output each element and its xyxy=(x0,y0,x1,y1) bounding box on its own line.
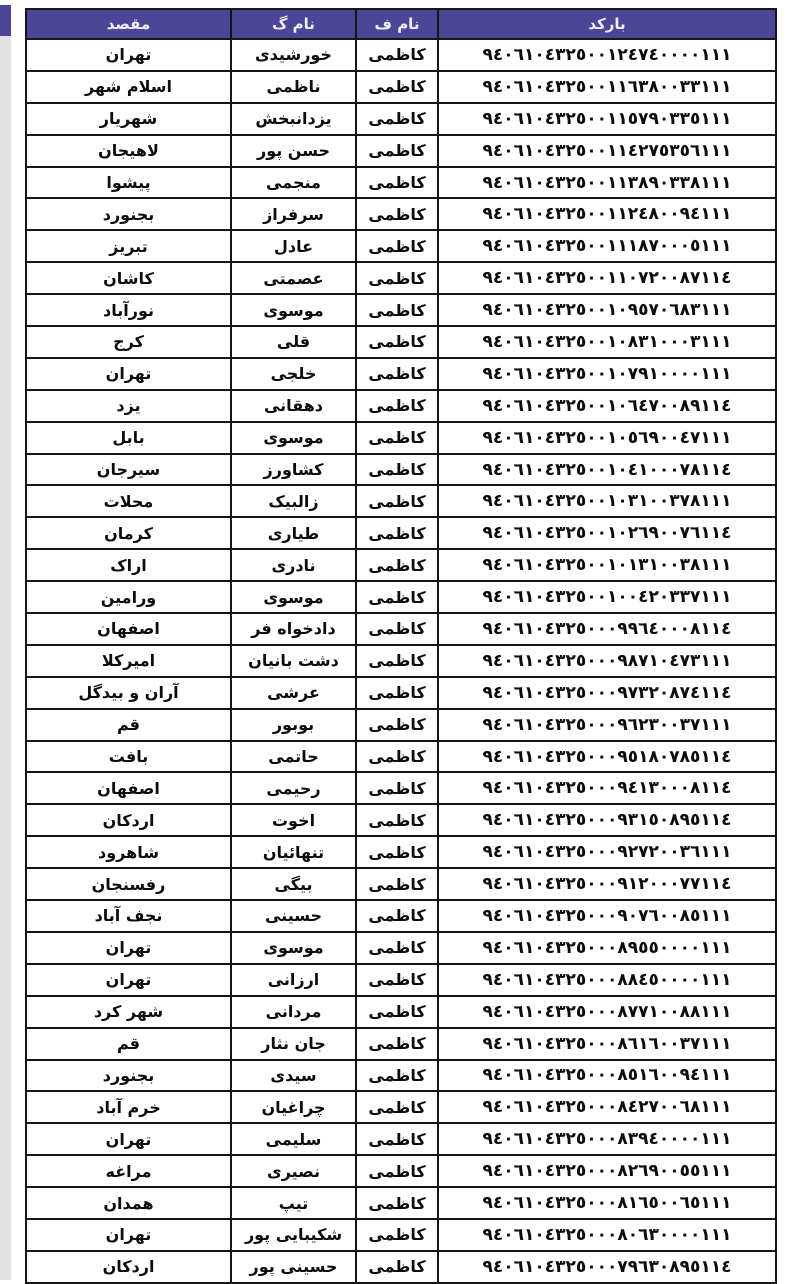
cell-name-g: سیدی xyxy=(231,1060,356,1092)
cell-barcode: ٩٤٠٦١٠٤٣٢٥٠٠١٠١٣١٠٠٣٨١١١ xyxy=(438,549,776,581)
cell-name-g: طیاری xyxy=(231,517,356,549)
cell-name-g: بیگی xyxy=(231,868,356,900)
cell-destination: تهران xyxy=(26,358,231,390)
cell-name-f: کاظمی xyxy=(356,1028,438,1060)
cell-name-g: منجمی xyxy=(231,167,356,199)
cell-destination: یزد xyxy=(26,390,231,422)
cell-name-g: جان نثار xyxy=(231,1028,356,1060)
cell-name-f: کاظمی xyxy=(356,1091,438,1123)
cell-name-g: خلجی xyxy=(231,358,356,390)
cell-name-g: عادل xyxy=(231,230,356,262)
cell-barcode: ٩٤٠٦١٠٤٣٢٥٠٠١١٠٧٢٠٠٨٧١١٤ xyxy=(438,262,776,294)
cell-barcode: ٩٤٠٦١٠٤٣٢٥٠٠١١٣٨٩٠٣٣٨١١١ xyxy=(438,167,776,199)
cell-destination: اصفهان xyxy=(26,613,231,645)
cell-name-g: خورشیدی xyxy=(231,39,356,71)
cell-barcode: ٩٤٠٦١٠٤٣٢٥٠٠٠٩٧٣٢٠٨٧٤١١٤ xyxy=(438,677,776,709)
cell-name-g: رحیمی xyxy=(231,772,356,804)
cell-name-g: نصیری xyxy=(231,1155,356,1187)
shipment-table-container xyxy=(25,8,777,1284)
cell-name-g: موسوی xyxy=(231,422,356,454)
cell-name-f: کاظمی xyxy=(356,294,438,326)
cell-name-g: سرفراز xyxy=(231,198,356,230)
cell-destination: نجف آباد xyxy=(26,900,231,932)
cell-name-g: شکیبایی پور xyxy=(231,1219,356,1251)
table-row xyxy=(26,71,776,103)
cell-barcode: ٩٤٠٦١٠٤٣٢٥٠٠٠٨٩٥٥٠٠٠٠١١١ xyxy=(438,932,776,964)
table-row xyxy=(26,1028,776,1060)
cell-name-g: موسوی xyxy=(231,932,356,964)
cell-barcode: ٩٤٠٦١٠٤٣٢٥٠٠١١٢٤٨٠٠٩٤١١١ xyxy=(438,198,776,230)
table-row xyxy=(26,741,776,773)
cell-name-f: کاظمی xyxy=(356,358,438,390)
cell-destination: بابل xyxy=(26,422,231,454)
table-row xyxy=(26,932,776,964)
cell-destination: لاهیجان xyxy=(26,135,231,167)
table-row xyxy=(26,230,776,262)
cell-destination: مراغه xyxy=(26,1155,231,1187)
cell-destination: اراک xyxy=(26,549,231,581)
cell-destination: شهر کرد xyxy=(26,996,231,1028)
cell-destination: بجنورد xyxy=(26,1060,231,1092)
cell-barcode: ٩٤٠٦١٠٤٣٢٥٠٠٠٩٠٧٦٠٠٨٥١١١ xyxy=(438,900,776,932)
cell-barcode: ٩٤٠٦١٠٤٣٢٥٠٠١٠٦٤٧٠٠٨٩١١٤ xyxy=(438,390,776,422)
table-row xyxy=(26,390,776,422)
cell-name-f: کاظمی xyxy=(356,836,438,868)
cell-name-f: کاظمی xyxy=(356,1251,438,1283)
cell-destination: تهران xyxy=(26,964,231,996)
cell-name-f: کاظمی xyxy=(356,135,438,167)
cell-barcode: ٩٤٠٦١٠٤٣٢٥٠٠١١١٨٧٠٠٠٥١١١ xyxy=(438,230,776,262)
cell-name-g: حسینی پور xyxy=(231,1251,356,1283)
cell-name-f: کاظمی xyxy=(356,613,438,645)
cell-name-g: یزدانبخش xyxy=(231,103,356,135)
cell-destination: کرج xyxy=(26,326,231,358)
table-row xyxy=(26,1155,776,1187)
table-row xyxy=(26,836,776,868)
cell-barcode: ٩٤٠٦١٠٤٣٢٥٠٠١٠٨٣١٠٠٠٣١١١ xyxy=(438,326,776,358)
cell-name-f: کاظمی xyxy=(356,1060,438,1092)
cell-name-f: کاظمی xyxy=(356,709,438,741)
cell-destination: نورآباد xyxy=(26,294,231,326)
cell-destination: اسلام شهر xyxy=(26,71,231,103)
table-row xyxy=(26,900,776,932)
cell-barcode: ٩٤٠٦١٠٤٣٢٥٠٠٠٧٩٦٣٠٨٩٥١١٤ xyxy=(438,1251,776,1283)
table-row xyxy=(26,326,776,358)
shipment-table xyxy=(25,8,777,1284)
cell-destination: شاهرود xyxy=(26,836,231,868)
cell-name-f: کاظمی xyxy=(356,741,438,773)
table-row xyxy=(26,1091,776,1123)
cell-barcode: ٩٤٠٦١٠٤٣٢٥٠٠١٠٢٦٩٠٠٧٦١١٤ xyxy=(438,517,776,549)
table-row xyxy=(26,1060,776,1092)
cell-name-g: حاتمی xyxy=(231,741,356,773)
cell-name-f: کاظمی xyxy=(356,677,438,709)
cell-barcode: ٩٤٠٦١٠٤٣٢٥٠٠١٠٠٤٢٠٣٣٧١١١ xyxy=(438,581,776,613)
cell-barcode: ٩٤٠٦١٠٤٣٢٥٠٠٠٩٣١٥٠٨٩٥١١٤ xyxy=(438,804,776,836)
cell-destination: بافت xyxy=(26,741,231,773)
header-row xyxy=(26,9,776,39)
cell-barcode: ٩٤٠٦١٠٤٣٢٥٠٠١١٥٧٩٠٣٣٥١١١ xyxy=(438,103,776,135)
cell-name-f: کاظمی xyxy=(356,230,438,262)
cell-name-g: مردانی xyxy=(231,996,356,1028)
cell-barcode: ٩٤٠٦١٠٤٣٢٥٠٠٠٨٢٦٩٠٠٥٥١١١ xyxy=(438,1155,776,1187)
cell-destination: تهران xyxy=(26,932,231,964)
cell-name-f: کاظمی xyxy=(356,198,438,230)
cell-destination: تهران xyxy=(26,1123,231,1155)
cell-barcode: ٩٤٠٦١٠٤٣٢٥٠٠٠٩١٢٠٠٠٧٧١١٤ xyxy=(438,868,776,900)
cell-name-g: عصمتی xyxy=(231,262,356,294)
table-row xyxy=(26,549,776,581)
cell-destination: تهران xyxy=(26,39,231,71)
cell-barcode: ٩٤٠٦١٠٤٣٢٥٠٠١٠٥٦٩٠٠٤٧١١١ xyxy=(438,422,776,454)
table-row xyxy=(26,645,776,677)
table-row xyxy=(26,103,776,135)
cell-name-f: کاظمی xyxy=(356,103,438,135)
cell-name-g: قلی xyxy=(231,326,356,358)
cell-destination: آران و بیدگل xyxy=(26,677,231,709)
table-row xyxy=(26,454,776,486)
cell-destination: سیرجان xyxy=(26,454,231,486)
table-row xyxy=(26,964,776,996)
cell-name-g: ناظمی xyxy=(231,71,356,103)
table-row xyxy=(26,804,776,836)
cell-name-f: کاظمی xyxy=(356,39,438,71)
cell-barcode: ٩٤٠٦١٠٤٣٢٥٠٠١٠٩٥٧٠٦٨٣١١١ xyxy=(438,294,776,326)
cell-barcode: ٩٤٠٦١٠٤٣٢٥٠٠١٠٣١٠٠٣٧٨١١١ xyxy=(438,485,776,517)
cell-name-f: کاظمی xyxy=(356,390,438,422)
cell-name-f: کاظمی xyxy=(356,1123,438,1155)
cell-destination: اردکان xyxy=(26,1251,231,1283)
table-row xyxy=(26,422,776,454)
cell-barcode: ٩٤٠٦١٠٤٣٢٥٠٠٠٨٥١٦٠٠٩٤١١١ xyxy=(438,1060,776,1092)
table-row xyxy=(26,1251,776,1283)
cell-name-f: کاظمی xyxy=(356,517,438,549)
cell-destination: اصفهان xyxy=(26,772,231,804)
cell-barcode: ٩٤٠٦١٠٤٣٢٥٠٠٠٨١٦٥٠٠٦٥١١١ xyxy=(438,1187,776,1219)
table-row xyxy=(26,167,776,199)
cell-name-f: کاظمی xyxy=(356,868,438,900)
cell-name-g: عرشی xyxy=(231,677,356,709)
table-row xyxy=(26,1187,776,1219)
cell-destination: قم xyxy=(26,709,231,741)
cell-name-f: کاظمی xyxy=(356,71,438,103)
cell-destination: شهریار xyxy=(26,103,231,135)
cell-destination: تبریز xyxy=(26,230,231,262)
table-row xyxy=(26,198,776,230)
cell-barcode: ٩٤٠٦١٠٤٣٢٥٠٠١٠٧٩١٠٠٠٠١١١ xyxy=(438,358,776,390)
cell-name-g: اخوت xyxy=(231,804,356,836)
column-header-destination: مقصد xyxy=(26,9,231,39)
cell-destination: بجنورد xyxy=(26,198,231,230)
table-row xyxy=(26,709,776,741)
cell-name-f: کاظمی xyxy=(356,996,438,1028)
cell-name-g: کشاورز xyxy=(231,454,356,486)
cell-name-g: نادری xyxy=(231,549,356,581)
cell-barcode: ٩٤٠٦١٠٤٣٢٥٠٠٠٨٧٧١٠٠٨٨١١١ xyxy=(438,996,776,1028)
cell-name-f: کاظمی xyxy=(356,1187,438,1219)
table-row xyxy=(26,294,776,326)
cell-name-g: حسینی xyxy=(231,900,356,932)
left-margin-header-accent xyxy=(0,5,11,36)
cell-destination: اردکان xyxy=(26,804,231,836)
table-row xyxy=(26,358,776,390)
cell-barcode: ٩٤٠٦١٠٤٣٢٥٠٠١١٦٣٨٠٠٣٣١١١ xyxy=(438,71,776,103)
cell-name-g: موسوی xyxy=(231,581,356,613)
cell-name-f: کاظمی xyxy=(356,900,438,932)
table-row xyxy=(26,677,776,709)
table-row xyxy=(26,581,776,613)
cell-barcode: ٩٤٠٦١٠٤٣٢٥٠٠٠٨٦١٦٠٠٣٧١١١ xyxy=(438,1028,776,1060)
table-row xyxy=(26,772,776,804)
cell-name-f: کاظمی xyxy=(356,549,438,581)
table-row xyxy=(26,517,776,549)
cell-name-g: دشت بانیان xyxy=(231,645,356,677)
cell-barcode: ٩٤٠٦١٠٤٣٢٥٠٠٠٩٥١٨٠٧٨٥١١٤ xyxy=(438,741,776,773)
table-row xyxy=(26,1219,776,1251)
cell-name-g: دهقانی xyxy=(231,390,356,422)
cell-barcode: ٩٤٠٦١٠٤٣٢٥٠٠٠٨٣٩٤٠٠٠٠١١١ xyxy=(438,1123,776,1155)
cell-destination: قم xyxy=(26,1028,231,1060)
cell-destination: رفسنجان xyxy=(26,868,231,900)
cell-name-f: کاظمی xyxy=(356,581,438,613)
cell-name-g: تنهائیان xyxy=(231,836,356,868)
cell-destination: پیشوا xyxy=(26,167,231,199)
cell-name-g: ارزانی xyxy=(231,964,356,996)
cell-name-f: کاظمی xyxy=(356,485,438,517)
cell-barcode: ٩٤٠٦١٠٤٣٢٥٠٠٠٩٢٧٢٠٠٣٦١١١ xyxy=(438,836,776,868)
cell-name-g: بوبور xyxy=(231,709,356,741)
cell-destination: تهران xyxy=(26,1219,231,1251)
column-header-name-f: نام ف xyxy=(356,9,438,39)
cell-name-g: تیپ xyxy=(231,1187,356,1219)
cell-barcode: ٩٤٠٦١٠٤٣٢٥٠٠٠٨٠٦٣٠٠٠٠١١١ xyxy=(438,1219,776,1251)
cell-name-g: چراغیان xyxy=(231,1091,356,1123)
cell-name-f: کاظمی xyxy=(356,772,438,804)
cell-barcode: ٩٤٠٦١٠٤٣٢٥٠٠٠٨٤٢٧٠٠٦٨١١١ xyxy=(438,1091,776,1123)
table-row xyxy=(26,1123,776,1155)
table-row xyxy=(26,262,776,294)
table-row xyxy=(26,613,776,645)
cell-name-f: کاظمی xyxy=(356,1219,438,1251)
table-row xyxy=(26,868,776,900)
cell-destination: خرم آباد xyxy=(26,1091,231,1123)
cell-name-f: کاظمی xyxy=(356,262,438,294)
cell-name-f: کاظمی xyxy=(356,645,438,677)
table-row xyxy=(26,135,776,167)
cell-name-f: کاظمی xyxy=(356,326,438,358)
cell-name-f: کاظمی xyxy=(356,167,438,199)
cell-destination: کاشان xyxy=(26,262,231,294)
cell-barcode: ٩٤٠٦١٠٤٣٢٥٠٠٠٩٨٧١٠٤٧٣١١١ xyxy=(438,645,776,677)
cell-barcode: ٩٤٠٦١٠٤٣٢٥٠٠١١٤٢٧٥٣٥٦١١١ xyxy=(438,135,776,167)
cell-barcode: ٩٤٠٦١٠٤٣٢٥٠٠٠٩٩٦٤٠٠٠٨١١٤ xyxy=(438,613,776,645)
cell-barcode: ٩٤٠٦١٠٤٣٢٥٠٠١٠٤١٠٠٠٧٨١١٤ xyxy=(438,454,776,486)
cell-barcode: ٩٤٠٦١٠٤٣٢٥٠٠٠٩٤١٣٠٠٠٨١١٤ xyxy=(438,772,776,804)
cell-destination: محلات xyxy=(26,485,231,517)
cell-name-g: زالبیک xyxy=(231,485,356,517)
cell-barcode: ٩٤٠٦١٠٤٣٢٥٠٠١٢٤٧٤٠٠٠٠١١١ xyxy=(438,39,776,71)
cell-name-f: کاظمی xyxy=(356,1155,438,1187)
cell-destination: کرمان xyxy=(26,517,231,549)
column-header-name-g: نام گ xyxy=(231,9,356,39)
cell-destination: همدان xyxy=(26,1187,231,1219)
table-row xyxy=(26,996,776,1028)
cell-destination: امیرکلا xyxy=(26,645,231,677)
cell-name-f: کاظمی xyxy=(356,422,438,454)
cell-barcode: ٩٤٠٦١٠٤٣٢٥٠٠٠٩٦٢٣٠٠٣٧١١١ xyxy=(438,709,776,741)
column-header-barcode: بارکد xyxy=(438,9,776,39)
cell-name-f: کاظمی xyxy=(356,804,438,836)
cell-name-g: دادخواه فر xyxy=(231,613,356,645)
cell-name-f: کاظمی xyxy=(356,454,438,486)
table-row xyxy=(26,485,776,517)
cell-name-f: کاظمی xyxy=(356,932,438,964)
cell-name-g: موسوی xyxy=(231,294,356,326)
cell-destination: ورامین xyxy=(26,581,231,613)
table-row xyxy=(26,39,776,71)
cell-barcode: ٩٤٠٦١٠٤٣٢٥٠٠٠٨٨٤٥٠٠٠٠١١١ xyxy=(438,964,776,996)
left-margin-strip xyxy=(0,36,11,1280)
cell-name-g: حسن پور xyxy=(231,135,356,167)
cell-name-f: کاظمی xyxy=(356,964,438,996)
cell-name-g: سلیمی xyxy=(231,1123,356,1155)
